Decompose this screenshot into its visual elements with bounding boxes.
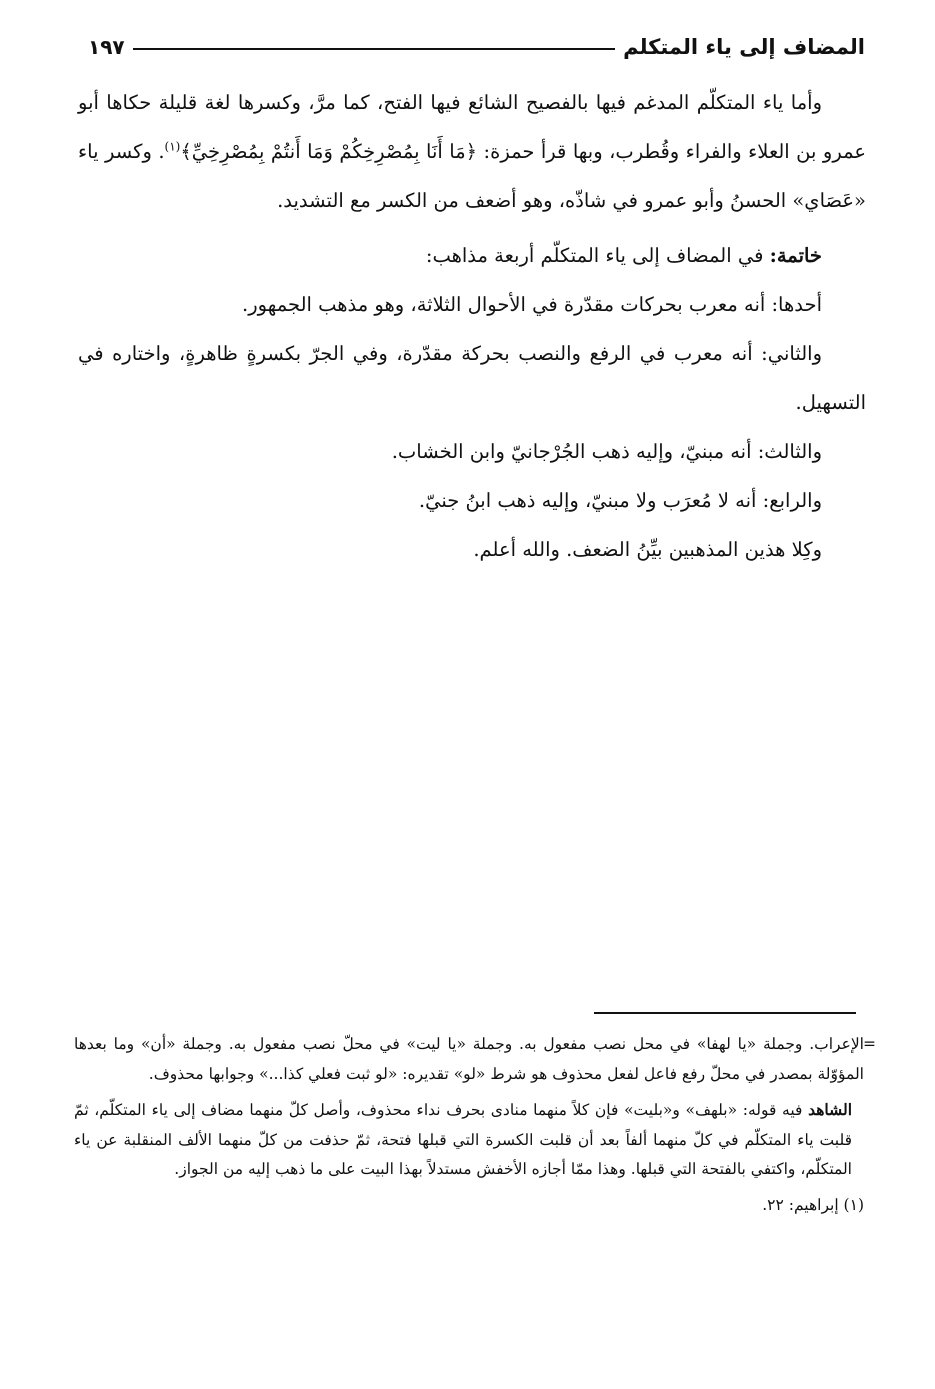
footnote-shahid bbox=[74, 1095, 864, 1185]
madhhab-2-text: والثاني: أنه معرب في الرفع والنصب بحركة مقدّرة، وفي الجرّ بكسرةٍ ظاهرةٍ، واختاره في التسهيل. bbox=[78, 342, 866, 414]
khatima-text: في المضاف إلى ياء المتكلّم أربعة مذاهب: bbox=[425, 244, 770, 267]
madhhab-4-text: والرابع: أنه لا مُعرَب ولا مبنيّ، وإليه ذهب ابنُ جنيّ. bbox=[418, 489, 822, 512]
header-rule bbox=[133, 48, 615, 50]
footnote-1 bbox=[74, 1191, 864, 1221]
madhhab-1-text: أحدها: أنه معرب بحركات مقدّرة في الأحوال الثلاثة، وهو مذهب الجمهور. bbox=[242, 293, 822, 316]
conclusion-line bbox=[78, 525, 866, 574]
paragraph-text: وأما ياء المتكلّم المدغم فيها بالفصيح الشائع فيها الفتح، كما مرَّ، وكسرها لغة قليلة حكاها أبو عمرو بن العلاء والفراء وقُطرب، وبها قرأ حمزة: ﴿مَا أَنَا بِمُصْرِخِكُمْ وَمَا أَنتُمْ بِمُصْرِخِيِّ﴾ bbox=[78, 91, 866, 163]
shahid-label: الشاهد bbox=[808, 1100, 852, 1119]
footnotes-area bbox=[74, 1030, 876, 1226]
shahid-text: فيه قوله: «بلهف» و«بليت» فإن كلاً منهما منادى بحرف نداء محذوف، وأصل كلّ منهما مضاف إلى ياء المتكلّم، ثمّ قلبت ياء المتكلّم في كلّ منهما ألفاً بعد أن قلبت الكسرة التي قبلها فتحة، ثمّ حذفت من كلّ منهما الألف المنقلبة عن ياء المتكلّم، واكتفي بالفتحة التي قبلها. وهذا ممّا أجازه الأخفش مستدلاً بهذا البيت على ما ذهب إليه من الجواز. bbox=[74, 1101, 852, 1178]
continuation-marker: = bbox=[863, 1035, 876, 1053]
continuation-text: الإعراب. وجملة «يا لهفا» في محل نصب مفعول به. وجملة «يا ليت» في محلّ نصب مفعول به. وجملة «أن» وما بعدها المؤوّلة بمصدر في محلّ رفع فاعل لفعل محذوف هو شرط «لو» تقديره: «لو ثبت فعلي كذا...» وجوابها محذوف. bbox=[74, 1035, 864, 1083]
khatima-label: خاتمة: bbox=[769, 244, 822, 267]
footnote-1-text: (١) إبراهيم: ٢٢. bbox=[762, 1195, 864, 1214]
main-text bbox=[78, 78, 866, 574]
madhhab-3 bbox=[78, 427, 866, 476]
madhhab-1 bbox=[78, 280, 866, 329]
footnote-continuation bbox=[74, 1030, 876, 1089]
footnote-separator bbox=[594, 1012, 856, 1014]
madhhab-4 bbox=[78, 476, 866, 525]
page-number: ١٩٧ bbox=[88, 35, 125, 59]
running-header bbox=[88, 30, 865, 64]
paragraph-tail: . وكسر ياء «عَصَاي» الحسنُ وأبو عمرو في شاذّه، وهو أضعف من الكسر مع التشديد. bbox=[78, 140, 866, 212]
footnote-ref[interactable]: (١) bbox=[164, 139, 181, 154]
header-title: المضاف إلى ياء المتكلم bbox=[623, 35, 865, 59]
madhhab-2 bbox=[78, 329, 866, 427]
paragraph-ya-mutakallim bbox=[78, 78, 866, 225]
paragraph-khatima bbox=[78, 231, 866, 280]
madhhab-3-text: والثالث: أنه مبنيّ، وإليه ذهب الجُرْجانيّ وابن الخشاب. bbox=[391, 440, 822, 463]
conclusion-text: وكِلا هذين المذهبين بيِّنُ الضعف. والله أعلم. bbox=[473, 538, 822, 561]
